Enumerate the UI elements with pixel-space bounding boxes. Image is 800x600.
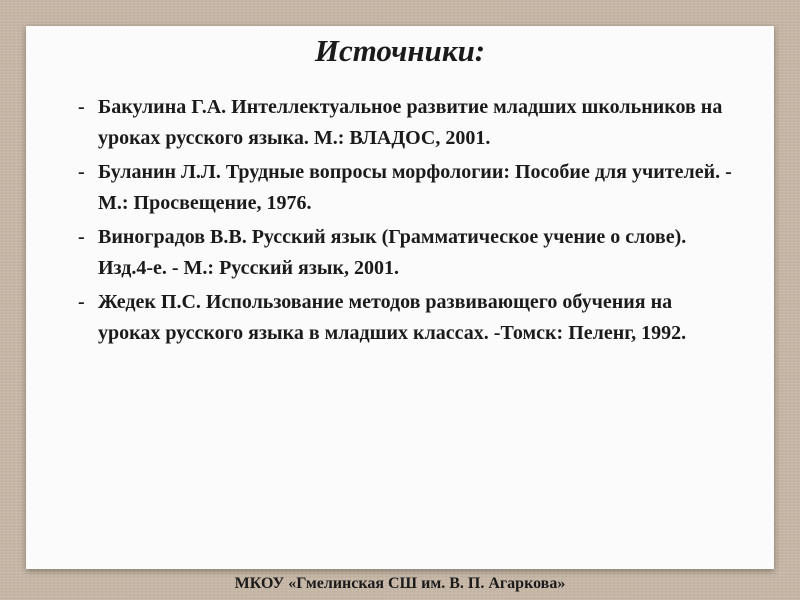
source-item xyxy=(78,157,738,219)
slide xyxy=(26,26,774,569)
source-text: Виноградов В.В. Русский язык (Грамматическое учение о слове). Изд.4-е. - М.: Русский язык, 2001. xyxy=(98,226,687,279)
source-item xyxy=(78,222,738,284)
source-item xyxy=(78,287,738,349)
source-text: Бакулина Г.А. Интеллектуальное развитие младших школьников на уроках русского языка. М.: ВЛАДОС, 2001. xyxy=(98,96,723,149)
source-text: Жедек П.С. Использование методов развивающего обучения на уроках русского языка в младших классах. -Томск: Пеленг, 1992. xyxy=(98,291,687,344)
source-item xyxy=(78,92,738,154)
footer-school-name: МКОУ «Гмелинская СШ им. В. П. Агаркова» xyxy=(234,575,566,592)
list-dash: - xyxy=(78,291,85,313)
list-dash: - xyxy=(78,226,85,248)
list-dash: - xyxy=(78,161,85,183)
sources-list xyxy=(78,92,738,352)
list-dash: - xyxy=(78,96,85,118)
slide-title: Источники: xyxy=(314,33,486,68)
source-text: Буланин Л.Л. Трудные вопросы морфологии: Пособие для учителей. - М.: Просвещение, 1976. xyxy=(98,161,732,214)
